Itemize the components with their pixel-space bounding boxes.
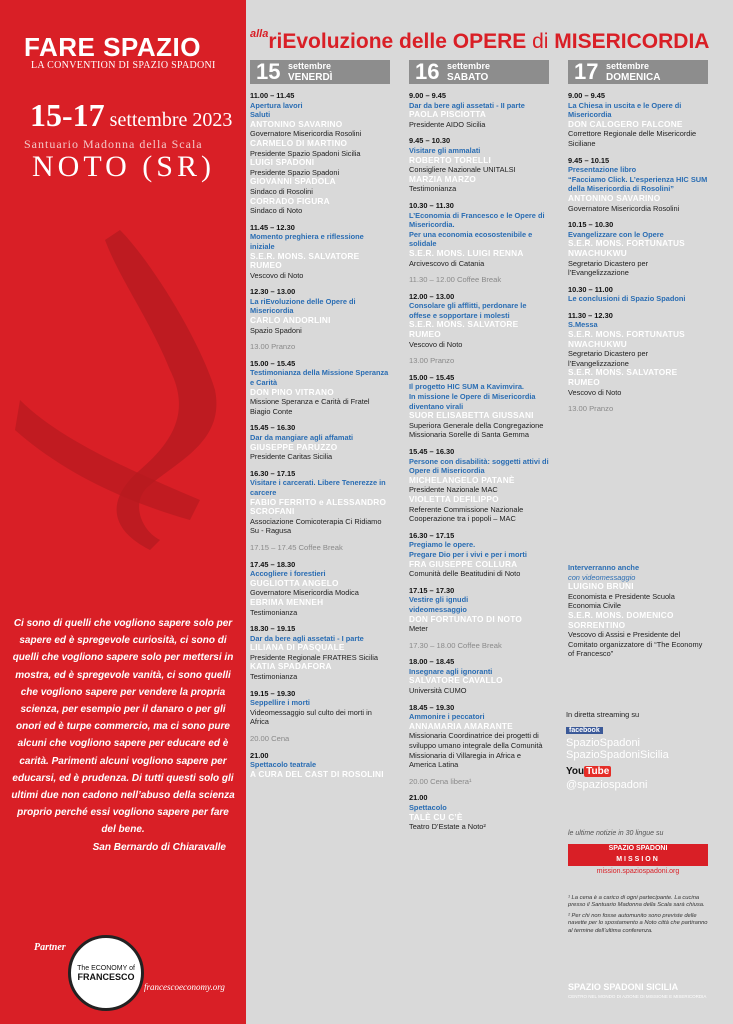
break-item: 13.00 Pranzo xyxy=(250,342,296,352)
event-item xyxy=(250,624,390,682)
event-time: 15.00 – 15.45 xyxy=(409,372,455,382)
speaker-name: FABIO FERRITO e ALESSANDRO SCROFANI xyxy=(250,496,387,517)
event-title: Le conclusioni di Spazio Spadoni xyxy=(568,294,686,304)
speaker-name: S.E.R. MONS. SALVATORE RUMEO xyxy=(568,367,678,388)
event-time: 21.00 xyxy=(250,750,269,760)
speaker-role: Testimonianza xyxy=(250,607,298,617)
break-item: 13.00 Pranzo xyxy=(409,356,455,366)
speaker-name: LILIANA DI PASQUALE xyxy=(250,642,345,653)
speaker-role: Presidente Spazio Spadoni xyxy=(250,167,340,177)
event-time: 9.00 – 9.45 xyxy=(409,91,446,100)
event-title: L’Economia di Francesco e le Opere di Misericordia. Per una economia ecosostenibile e solidale xyxy=(409,210,545,249)
speaker-name: S.E.R. MONS. FORTUNATUS NWACHUKWU xyxy=(568,329,685,349)
event-time: 12.30 – 13.00 xyxy=(250,287,296,297)
day-number: 17 xyxy=(574,59,599,84)
speaker-role: Meter xyxy=(409,624,428,634)
speaker-role: Comunità delle Beatitudini di Noto xyxy=(409,569,521,579)
guest-name: S.E.R. MONS. DOMENICO SORRENTINO xyxy=(568,609,674,630)
event-item xyxy=(250,91,390,216)
event-item xyxy=(250,359,390,417)
speaker-name: VIOLETTA DEFILIPPO xyxy=(409,493,499,504)
event-time: 11.45 – 12.30 xyxy=(250,222,295,232)
speaker-role: Presidente Spazio Spadoni Sicilia xyxy=(250,148,361,158)
event-time: 15.00 – 15.45 xyxy=(250,358,296,368)
event-item xyxy=(568,285,708,304)
speaker-name: S.E.R. MONS. LUIGI RENNA xyxy=(409,247,524,258)
event-item xyxy=(409,373,549,440)
speaker-role: Testimonianza xyxy=(250,672,298,682)
guest-name: LUIGINO BRUNI xyxy=(568,581,634,592)
event-item xyxy=(250,223,390,281)
event-item xyxy=(409,793,549,831)
event-time: 9.45 – 10.15 xyxy=(568,155,610,165)
day-column-15 xyxy=(250,60,390,779)
speaker-name: CARMELO DI MARTINO xyxy=(250,137,348,148)
event-title: Visitare gli ammalati xyxy=(409,145,481,155)
event-item xyxy=(409,447,549,524)
speaker-name: A CURA DEL CAST DI ROSOLINI xyxy=(250,768,384,779)
event-item xyxy=(409,201,549,268)
speaker-role: Presidente Caritas Sicilia xyxy=(250,452,333,462)
speaker-role: Teatro D’Estate a Noto² xyxy=(409,822,486,832)
event-time: 18.30 – 19.15 xyxy=(250,624,296,634)
di-text: di xyxy=(526,30,555,53)
footnotes xyxy=(568,895,708,938)
day-month: settembre xyxy=(288,61,332,71)
event-title: Visitare i carcerati. Libere Tenerezze in carcere xyxy=(250,478,386,497)
misericordia-text: MISERICORDIA xyxy=(554,30,710,53)
day-column-17 xyxy=(568,60,708,414)
event-title: Dar da bere agli assetati - II parte xyxy=(409,100,525,110)
break-item: 20.00 Cena xyxy=(250,734,290,744)
speaker-role: Governatore Misericordia Rosolini xyxy=(250,129,362,139)
day-header xyxy=(568,60,708,84)
speaker-name: FRA GIUSEPPE COLLURA xyxy=(409,558,518,569)
venue-city: NOTO (SR) xyxy=(32,150,215,183)
speaker-role: Vescovo di Noto xyxy=(568,387,622,397)
speaker-role: Videomessaggio sul culto dei morti in Africa xyxy=(250,707,372,727)
event-title: S.Messa xyxy=(568,320,598,330)
speaker-role: Testimonianza xyxy=(409,184,457,194)
mission-logo xyxy=(568,844,708,866)
fare-spazio-title: FARE SPAZIO xyxy=(24,32,201,62)
logo-line-2: FRANCESCO xyxy=(77,971,135,982)
event-dates xyxy=(30,97,232,134)
event-title: La riEvoluzione delle Opere di Misericordia xyxy=(250,296,356,316)
mission-url[interactable]: mission.spaziospadoni.org xyxy=(596,868,680,875)
event-item xyxy=(250,287,390,335)
speaker-role: Sindaco di Noto xyxy=(250,206,303,216)
event-time: 10.30 – 11.30 xyxy=(409,200,454,210)
youtube-tube: Tube xyxy=(586,766,610,777)
footer-subtitle: CENTRO NEL MONDO DI AZIONE DI MISSIONE E MISERICORDIA xyxy=(568,994,707,999)
dates-big: 15-17 xyxy=(30,97,105,133)
event-title: Consolare gli afflitti, perdonare le offese e sopportare i molesti xyxy=(409,301,527,320)
speaker-name: ANTONINO SAVARINO xyxy=(250,118,343,129)
speaker-name: PAOLA PISCIOTTA xyxy=(409,109,487,120)
speaker-name: GIUSEPPE PARUZZO xyxy=(250,441,338,452)
event-item xyxy=(409,531,549,579)
speaker-role: Governatore Misericordia Modica xyxy=(250,588,359,598)
event-item xyxy=(568,311,708,397)
speaker-name: MARZIA MARZO xyxy=(409,173,477,184)
event-title: Insegnare agli ignoranti xyxy=(409,666,493,676)
streaming-block xyxy=(566,710,726,791)
mission-logo-line-2: MISSION xyxy=(616,856,660,863)
break-item: 13.00 Pranzo xyxy=(568,404,614,414)
event-title: Ammonire i peccatori xyxy=(409,712,485,722)
youtube-icon xyxy=(566,766,611,777)
event-time: 12.00 – 13.00 xyxy=(409,291,455,301)
event-time: 9.00 – 9.45 xyxy=(568,91,605,100)
speaker-name: DON CALOGERO FALCONE xyxy=(568,118,683,129)
event-title: Pregiamo le opere. Pregare Dio per i vivi e per i morti xyxy=(409,540,527,559)
event-title: Apertura lavori Saluti xyxy=(250,100,303,120)
mission-logo-line-1: SPAZIO SPADONI xyxy=(608,845,668,852)
opere-text: OPERE xyxy=(452,30,527,53)
event-item xyxy=(409,657,549,695)
day-header xyxy=(409,60,549,84)
event-time: 15.45 – 16.30 xyxy=(250,423,296,433)
event-item xyxy=(250,689,390,727)
event-time: 17.45 – 18.30 xyxy=(250,559,296,569)
speaker-name: S.E.R. MONS. SALVATORE RUMEO xyxy=(250,250,360,271)
speaker-role: Associazione Comicoterapia Ci Ridiamo Su - Ragusa xyxy=(250,516,382,536)
event-item xyxy=(250,751,390,780)
guests-sub: con videomessaggio xyxy=(568,572,636,582)
speaker-name: DON FORTUNATO DI NOTO xyxy=(409,613,522,624)
rievoluzione-title xyxy=(250,30,709,54)
break-item: 20.00 Cena libera¹ xyxy=(409,776,472,786)
dates-small: settembre 2023 xyxy=(104,109,233,131)
speaker-role: Presidente Regionale FRATRES Sicilia xyxy=(250,652,379,662)
day-month: settembre xyxy=(447,61,491,71)
speaker-name: KATIA SPADAFORA xyxy=(250,661,332,672)
event-time: 15.45 – 16.30 xyxy=(409,447,455,456)
event-title: Spettacolo xyxy=(409,803,447,812)
speaker-role: Consigliere Nazionale UNITALSI xyxy=(409,165,516,175)
event-title: Spettacolo teatrale xyxy=(250,760,317,770)
speaker-role: Segretario Dicastero per l’Evangelizzazione xyxy=(568,349,649,368)
streaming-label: In diretta streaming su xyxy=(566,710,640,719)
event-item xyxy=(409,91,549,129)
speaker-name: SALVATORE CAVALLO xyxy=(409,675,503,686)
speaker-name: ANNAMARIA AMARANTE xyxy=(409,720,513,731)
speaker-role: Segretario Dicastero per l’Evangelizzazione xyxy=(568,258,649,278)
speaker-role: Governatore Misericordia Rosolini xyxy=(568,203,680,213)
speaker-role: Spazio Spadoni xyxy=(250,325,302,335)
event-item xyxy=(568,220,708,278)
speaker-role: Arcivescovo di Catania xyxy=(409,258,485,268)
day-month: settembre xyxy=(606,61,650,71)
event-time: 21.00 xyxy=(409,793,428,803)
speaker-name: GUGLIOTTA ANGELO xyxy=(250,577,339,588)
break-item: 17.30 – 18.00 Coffee Break xyxy=(409,640,502,650)
speaker-name: EBRIMA MENNEH xyxy=(250,596,324,607)
event-time: 17.15 – 17.30 xyxy=(409,585,455,595)
speaker-role: Missionaria Coordinatrice dei progetti di sviluppo umano integrale della Comunità Missionaria di Villaregia in Africa e America Latina xyxy=(409,731,543,770)
speaker-name: LUIGI SPADONI xyxy=(250,157,315,168)
event-time: 16.30 – 17.15 xyxy=(409,530,455,540)
youtube-handle[interactable]: @spaziospadoni xyxy=(566,779,648,791)
economy-of-francesco-logo xyxy=(68,935,144,1011)
speaker-name: SUOR ELISABETTA GIUSSANI xyxy=(409,410,534,421)
event-time: 11.30 – 12.30 xyxy=(568,310,613,320)
event-item xyxy=(250,560,390,618)
quote-author: San Bernardo di Chiaravalle xyxy=(92,841,226,853)
day-header xyxy=(250,60,390,84)
event-time: 16.30 – 17.15 xyxy=(250,468,296,478)
day-number: 15 xyxy=(256,59,281,84)
quote-text: Ci sono di quelli che vogliono sapere solo per sapere ed è spregevole curiosità, ci sono di quelli che vogliono sapere solo per mettersi in mostra, ed è spregevole vanità, ci sono quelli che vogliono sapere per vendere la propria scienza, per esempio per il danaro o per gli onori ed è turpe commercio, ma ci sono pure alcuni che vogliono sapere per educare ed è carità. Parimenti alcuni vogliono sapere per educarsi, ed è prudenza. Di tutti questi solo gli ultimi due non cadono nell’abuso della scienza proprio perché essi vogliono sapere per fare del bene. xyxy=(11,618,235,836)
guests-block xyxy=(568,563,708,659)
event-title: Dar da mangiare agli affamati xyxy=(250,433,354,442)
speaker-role: Missione Speranza e Carità di Fratel Biagio Conte xyxy=(250,397,370,416)
speaker-role: Superiora Generale della Congregazione Missionaria Sorelle di Santa Gemma xyxy=(409,420,544,440)
event-time: 18.00 – 18.45 xyxy=(409,657,455,667)
event-title: Il progetto HIC SUM a Kavimvira. In missione le Opere di Misericordia diventano virali xyxy=(409,382,536,411)
youtube-you: You xyxy=(566,766,585,777)
event-time: 19.15 – 19.30 xyxy=(250,688,296,698)
rievoluzione-text: riEvoluzione delle xyxy=(268,30,453,53)
speaker-name: ROBERTO TORELLI xyxy=(409,154,491,165)
event-title: Evangelizzare con le Opere xyxy=(568,229,664,239)
speaker-name: CARLO ANDORLINI xyxy=(250,315,331,326)
event-item xyxy=(568,91,708,149)
speaker-role: Università CUMO xyxy=(409,686,467,696)
event-title: Presentazione libro “Facciamo Click. L’esperienza HIC SUM della Misericordia di Rosolini” xyxy=(568,165,708,194)
facebook-handle[interactable]: SpazioSpadoni xyxy=(566,737,641,749)
speaker-role: Referente Commissione Nazionale Cooperazione tra i popoli – MAC xyxy=(409,504,524,524)
day-name: DOMENICA xyxy=(606,72,661,83)
guests-title: Interverranno anche xyxy=(568,563,640,572)
event-time: 11.00 – 11.45 xyxy=(250,91,295,100)
event-time: 18.45 – 19.30 xyxy=(409,702,455,712)
guest-role: Economista e Presidente Scuola Economia Civile xyxy=(568,591,675,611)
partner-label: Partner xyxy=(34,942,66,953)
event-item xyxy=(250,469,390,536)
event-title: Dar da bere agli assetati - I parte xyxy=(250,633,364,643)
speaker-name: CORRADO FIGURA xyxy=(250,195,330,206)
footnote: ¹ La cena è a carico di ogni partecipante. La cucina presso il Santuario Madonna della Scala sarà chiusa. xyxy=(568,895,705,909)
speaker-name: S.E.R. MONS. SALVATORE RUMEO xyxy=(409,319,519,340)
event-title: Seppellire i morti xyxy=(250,698,310,708)
event-item xyxy=(568,156,708,214)
event-item xyxy=(409,586,549,634)
speaker-name: ANTONINO SAVARINO xyxy=(568,192,661,203)
day-column-16 xyxy=(409,60,549,832)
speaker-name: GIOVANNI SPADOLA xyxy=(250,176,336,187)
speaker-name: MICHELANGELO PATANÈ xyxy=(409,474,515,485)
speaker-role: Correttore Regionale delle Misericordie Siciliane xyxy=(568,129,697,148)
event-title: Vestire gli ignudi videomessaggio xyxy=(409,595,469,614)
convention-subtitle: LA CONVENTION DI SPAZIO SPADONI xyxy=(31,60,216,71)
speaker-role: Presidente Nazionale MAC xyxy=(409,485,498,495)
event-item xyxy=(409,292,549,350)
break-item: 11.30 – 12.00 Coffee Break xyxy=(409,275,502,285)
brushstroke-decoration xyxy=(0,200,246,620)
speaker-role: Sindaco di Rosolini xyxy=(250,186,313,196)
day-name: SABATO xyxy=(447,72,489,83)
footnote: ² Per chi non fosse automunito sono previste delle navette per lo spostamento a Noto città che partiranno al termine dell’ultima conferenza. xyxy=(568,912,708,934)
quote-block xyxy=(10,615,236,856)
event-item xyxy=(409,703,549,770)
event-title: Persone con disabilità: soggetti attivi di Opere di Misericordia xyxy=(409,456,549,476)
event-item xyxy=(250,423,390,461)
facebook-handle[interactable]: SpazioSpadoniSicilia xyxy=(566,749,669,761)
event-item xyxy=(409,136,549,194)
event-title: La Chiesa in uscita e le Opere di Misericordia xyxy=(568,100,682,120)
break-item: 17.15 – 17.45 Coffee Break xyxy=(250,542,343,552)
guest-role: Vescovo di Assisi e Presidente del Comitato organizzatore di “The Economy of Francesco” xyxy=(568,630,703,659)
news-label: le ultime notizie in 30 lingue su xyxy=(568,830,664,837)
event-title: Momento preghiera e riflessione iniziale xyxy=(250,232,364,251)
speaker-name: S.E.R. MONS. FORTUNATUS NWACHUKWU xyxy=(568,238,685,258)
logo-line-1: The ECONOMY of xyxy=(77,964,135,972)
alla-label: alla xyxy=(250,28,269,40)
speaker-name: DON PINO VITRANO xyxy=(250,386,334,397)
venue-name: Santuario Madonna della Scala xyxy=(24,137,203,151)
day-name: VENERDÌ xyxy=(288,72,333,83)
event-time: 9.45 – 10.30 xyxy=(409,136,451,146)
day-number: 16 xyxy=(415,59,440,84)
event-title: Testimonianza della Missione Speranza e Carità xyxy=(250,368,389,388)
partner-url[interactable]: francescoeconomy.org xyxy=(144,982,225,992)
speaker-role: Vescovo di Noto xyxy=(250,270,304,280)
event-time: 10.30 – 11.00 xyxy=(568,284,613,294)
facebook-icon: facebook xyxy=(566,727,603,734)
speaker-name: TALÈ CU C’È xyxy=(409,811,463,822)
event-time: 10.15 – 10.30 xyxy=(568,220,614,230)
speaker-role: Presidente AIDO Sicilia xyxy=(409,119,486,129)
speaker-role: Vescovo di Noto xyxy=(409,339,463,349)
event-title: Accogliere i forestieri xyxy=(250,569,326,579)
spazio-spadoni-sicilia-logo: SPAZIO SPADONI SICILIA xyxy=(568,982,679,992)
